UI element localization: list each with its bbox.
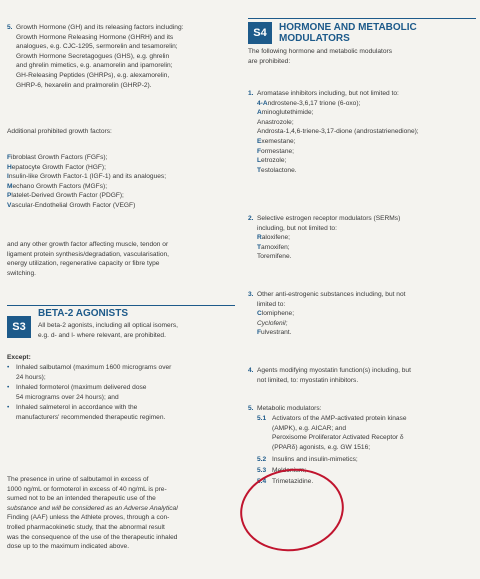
- substance: Exemestane;: [257, 137, 296, 145]
- text-line: (PPARδ) agonists, e.g. GW 1516;: [272, 443, 371, 451]
- text-line: not limited, to: myostatin inhibitors.: [257, 376, 359, 384]
- except-label: Except:: [7, 354, 31, 361]
- handdrawn-circle-annotation: [235, 462, 349, 558]
- item-number: 5.: [248, 405, 254, 412]
- s4-intro: [248, 47, 392, 66]
- gh-line: analogues, e.g. CJC-1295, sermorelin and tesamorelin;: [16, 43, 178, 51]
- item-number: 4.: [248, 367, 254, 374]
- item-number: 1.: [248, 90, 254, 97]
- text-line: energy utilization, regenerative capacity or fibre type: [7, 260, 160, 268]
- item-heading: Metabolic modulators:: [257, 405, 322, 412]
- gh-line: GHRP-6, hexarelin and pralmorelin (GHRP-2).: [16, 81, 152, 89]
- text-line: Other anti-estrogenic substances including, but not: [257, 291, 406, 298]
- substance: Cyclofenil;: [257, 319, 288, 327]
- s3-intro: All beta-2 agonists, including all optical isomers,: [38, 322, 179, 329]
- gh-line: Growth Hormone Secretagogues (GHS), e.g. ghrelin: [16, 52, 170, 60]
- s4-badge: S4: [248, 22, 272, 44]
- bullet-dot-icon: •: [7, 404, 10, 411]
- text-line: The following hormone and metabolic modulators: [248, 48, 393, 55]
- s3-title: BETA-2 AGONISTS: [38, 308, 129, 319]
- item-number: 2.: [248, 215, 254, 222]
- text-line: sumed not to be an intended therapeutic use of the: [7, 495, 156, 503]
- bullet-dot-icon: •: [7, 384, 10, 391]
- substance: Testolactone.: [257, 166, 297, 174]
- text-line: (AMPK), e.g. AICAR; and: [272, 424, 347, 432]
- bullet-item: [7, 363, 235, 383]
- growth-factor-item: Platelet-Derived Growth Factor (PDGF);: [7, 192, 124, 200]
- substance: Clomiphene;: [257, 310, 295, 318]
- growth-factor-item: Hepatocyte Growth Factor (HGF);: [7, 163, 106, 171]
- text-line: 54 micrograms over 24 hours); and: [16, 393, 119, 401]
- subitem-number: 5.1: [257, 415, 267, 422]
- bullet-dot-icon: •: [7, 364, 10, 371]
- section-divider: [7, 305, 235, 306]
- s4-title: MODULATORS: [279, 33, 350, 44]
- additional-factors-label: Additional prohibited growth factors:: [7, 128, 112, 135]
- text-line: limited to:: [257, 300, 286, 308]
- text-line: Agents modifying myostatin function(s) including, but: [257, 367, 411, 374]
- text-line: Selective estrogen receptor modulators (SERMs): [257, 215, 401, 222]
- text-line: Finding (AAF) unless the Athlete proves, through a con-: [7, 514, 170, 522]
- substance: 4-Androstene-3,6,17 trione (6-oxo);: [257, 99, 361, 107]
- text-line: Inhaled salbutamol (maximum 1600 micrograms over: [16, 364, 172, 371]
- presence-paragraph: [7, 475, 235, 552]
- substance: Letrozole;: [257, 157, 287, 165]
- gh-line: and ghrelin mimetics, e.g. anamorelin and ipamorelin;: [16, 62, 173, 70]
- item-number: 3.: [248, 291, 254, 298]
- gh-line: GH-Releasing Peptides (GHRPs), e.g. alexamorelin,: [16, 71, 170, 79]
- text-line: Trimetazidine.: [272, 478, 314, 485]
- item-heading: Aromatase inhibitors including, but not limited to:: [257, 90, 399, 97]
- any-other-growth-factor: [7, 240, 169, 278]
- growth-factor-item: Mechano Growth Factors (MGFs);: [7, 182, 108, 190]
- text-line: The presence in urine of salbutamol in excess of: [7, 476, 149, 483]
- item-number: 5.: [7, 24, 13, 31]
- s3-intro: e.g. d- and l- where relevant, are prohibited.: [38, 331, 166, 339]
- text-line: and any other growth factor affecting muscle, tendon or: [7, 241, 169, 248]
- growth-factor-list: [7, 153, 166, 211]
- substance: Toremifene.: [257, 253, 292, 261]
- s3-badge: S3: [7, 316, 31, 338]
- gh-line: Growth Hormone Releasing Hormone (GHRH) and its: [16, 33, 174, 41]
- text-line: Peroxisome Proliferator Activated Receptor δ: [272, 434, 404, 442]
- text-line: substance and will be considered as an Adverse Analytical: [7, 504, 178, 512]
- s4-title: HORMONE AND METABOLIC: [279, 22, 417, 33]
- text-line: Inhaled formoterol (maximum delivered dose: [16, 384, 147, 391]
- subitem-number: 5.4: [257, 478, 267, 485]
- text-line: manufacturers' recommended therapeutic regimen.: [16, 413, 166, 421]
- substance: Anastrozole;: [257, 118, 294, 126]
- bullet-item: [7, 403, 235, 423]
- text-line: including, but not limited to:: [257, 224, 337, 232]
- subitem-number: 5.2: [257, 456, 267, 463]
- substance: Tamoxifen;: [257, 243, 290, 251]
- substance: Aminoglutethimide;: [257, 109, 314, 117]
- substance: Raloxifene;: [257, 234, 290, 242]
- text-line: Meldonium;: [272, 467, 307, 474]
- text-line: Activators of the AMP-activated protein kinase: [272, 415, 407, 422]
- bullet-item: [7, 383, 235, 403]
- gh-line: Growth Hormone (GH) and its releasing factors including:: [16, 24, 184, 31]
- growth-factor-item: Fibroblast Growth Factors (FGFs);: [7, 154, 108, 161]
- growth-factor-item: Insulin-like Growth Factor-1 (IGF-1) and its analogues;: [7, 173, 167, 181]
- text-line: ligament protein synthesis/degradation, vascularisation,: [7, 250, 170, 258]
- text-line: Inhaled salmeterol in accordance with the: [16, 404, 138, 411]
- text-line: 24 hours);: [16, 373, 46, 381]
- text-line: 1000 ng/mL or formoterol in excess of 40 ng/mL is pre-: [7, 485, 167, 493]
- subitem-number: 5.3: [257, 467, 267, 474]
- substance: Formestane;: [257, 147, 295, 155]
- section-divider: [248, 18, 476, 19]
- s4-heading: [248, 22, 417, 44]
- except-bullets: [7, 363, 235, 423]
- text-line: was the consequence of the use of the therapeutic inhaled: [7, 533, 178, 541]
- text-line: dose up to the maximum indicated above.: [7, 543, 130, 551]
- substance: Androsta-1,4,6-triene-3,17-dione (androstatrienedione);: [257, 128, 419, 136]
- growth-factor-item: Vascular-Endothelial Growth Factor (VEGF): [7, 201, 136, 209]
- s3-heading: [7, 308, 178, 340]
- text-line: trolled pharmacokinetic study, that the abnormal result: [7, 523, 165, 531]
- substance: Fulvestrant.: [257, 329, 292, 337]
- text-line: switching.: [7, 269, 36, 277]
- text-line: are prohibited:: [248, 57, 291, 65]
- text-line: Insulins and insulin-mimetics;: [272, 456, 358, 463]
